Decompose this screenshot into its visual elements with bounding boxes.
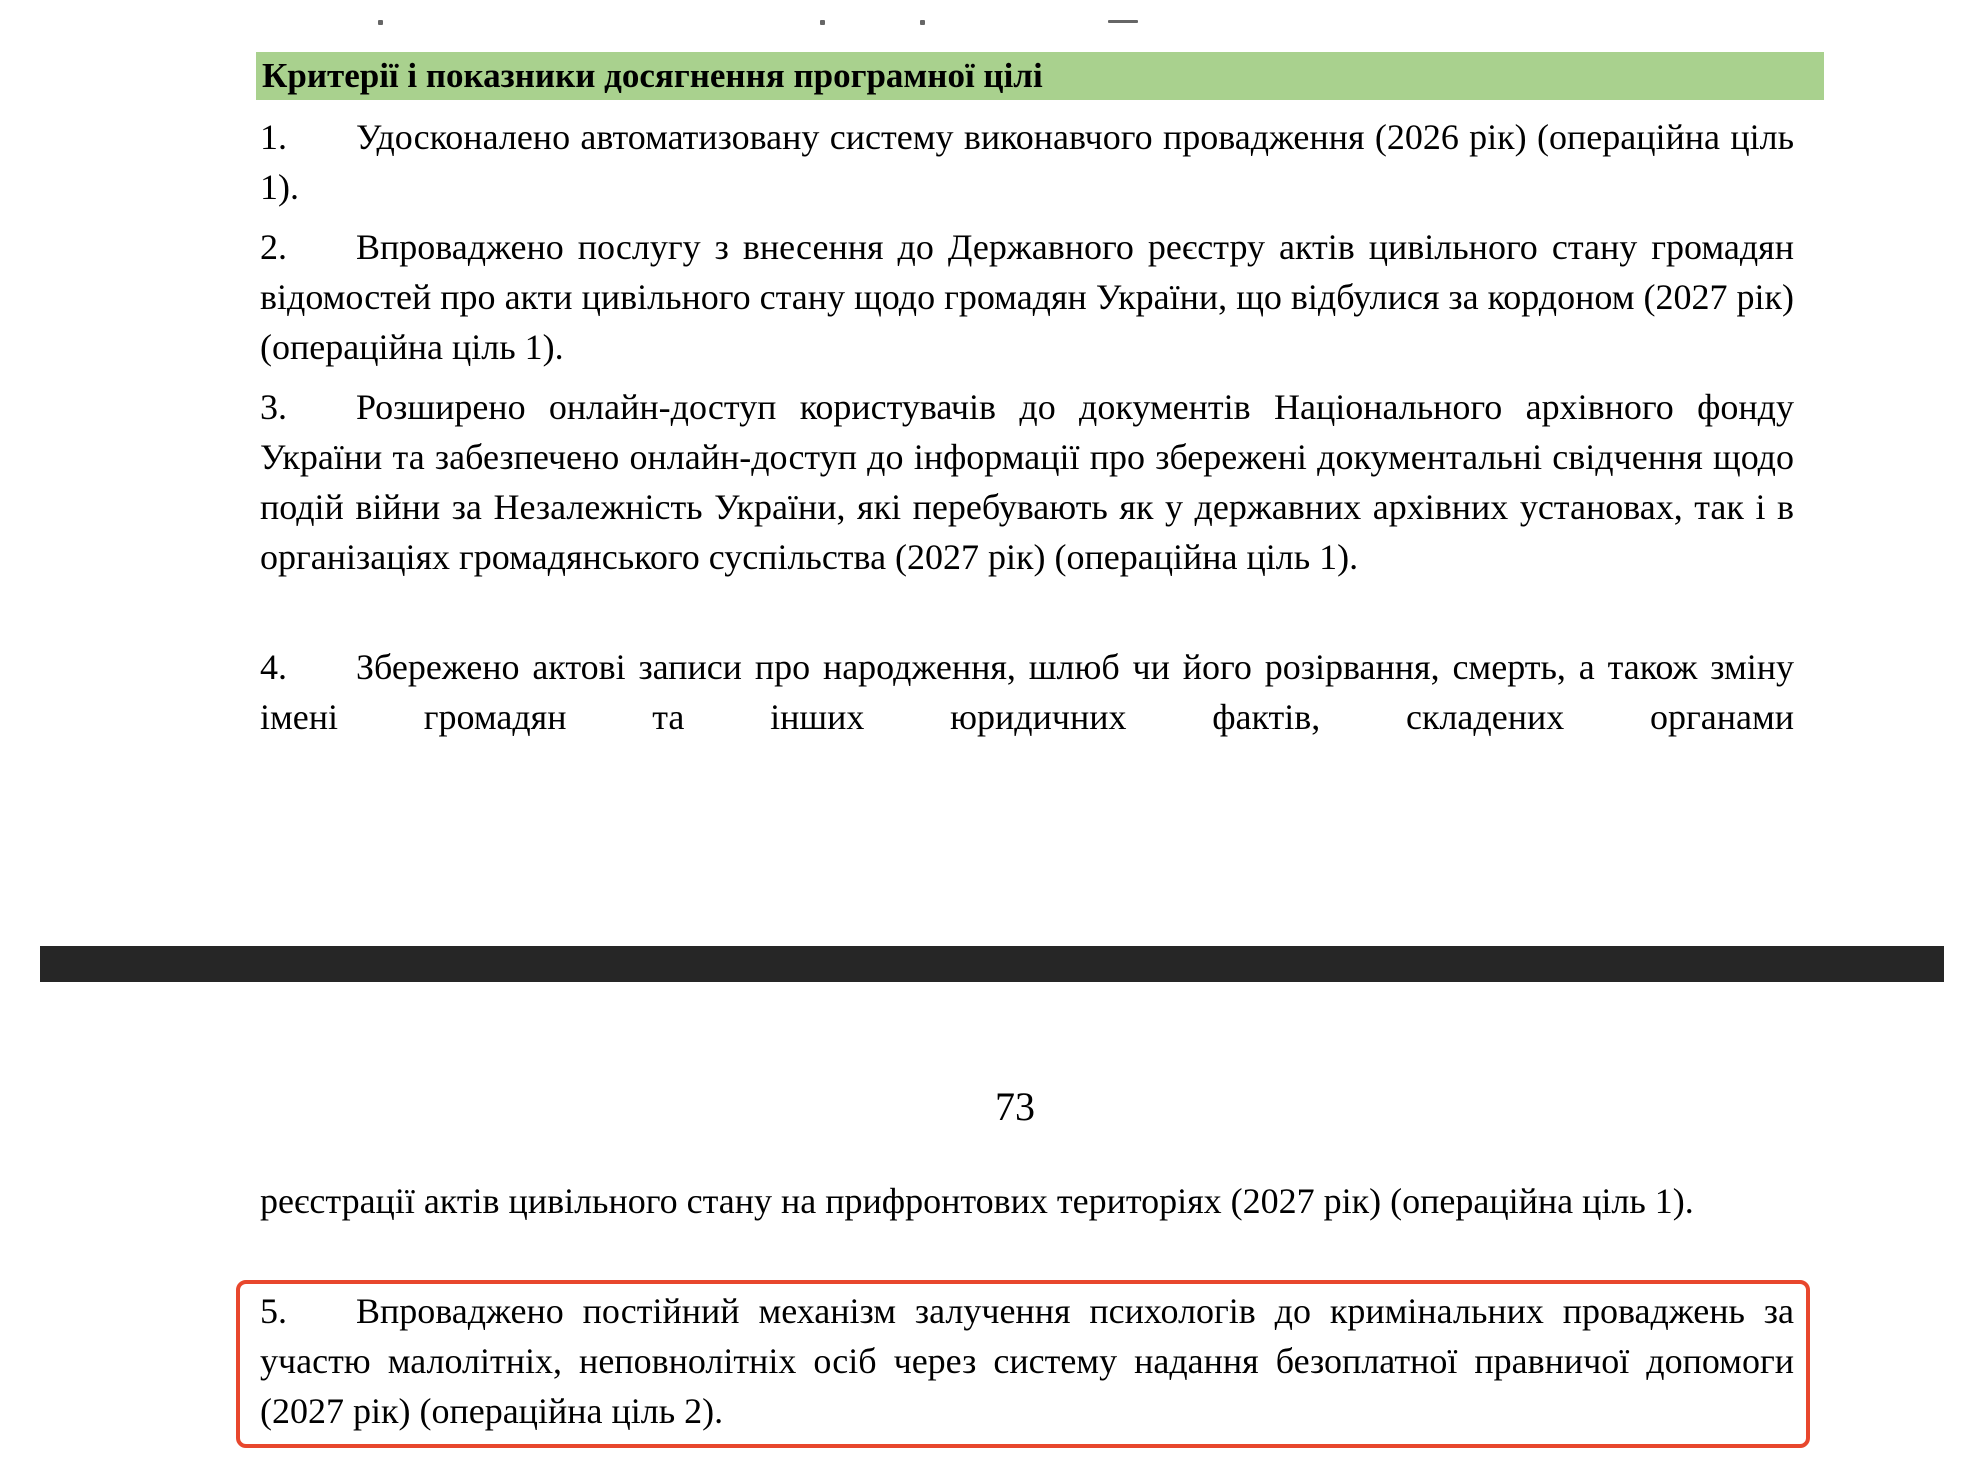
criteria-item-5 — [260, 1286, 1794, 1436]
item-number: 3. — [260, 387, 287, 427]
item-text: Впроваджено постійний механізм залучення психологів до кримінальних проваджень за участю малолітніх, неповнолітніх осіб через систему надання безоплатної правничої допомоги (2027 рік) (операційна ціль 2). — [260, 1291, 1794, 1431]
criteria-item-1 — [260, 112, 1794, 212]
item-text: Впроваджено послугу з внесення до Державного реєстру актів цивільного стану громадян відомостей про акти цивільного стану щодо громадян України, що відбулися за кордоном (2027 рік) (операційна ціль 1). — [260, 227, 1794, 367]
criteria-item-4 — [260, 642, 1794, 742]
item-number: 4. — [260, 647, 287, 687]
item-number: 5. — [260, 1291, 287, 1331]
page-number: 73 — [995, 1084, 1035, 1129]
page-divider — [40, 946, 1944, 982]
criteria-item-2 — [260, 222, 1794, 372]
item-number: 2. — [260, 227, 287, 267]
criteria-item-3 — [260, 382, 1794, 582]
item-text: Розширено онлайн-доступ користувачів до документів Національного архівного фонду України та забезпечено онлайн-доступ до інформації про збережені документальні свідчення щодо подій війни за Незалежність України, які перебувають як у державних архівних установах, так і в організаціях громадянського суспільства (2027 рік) (операційна ціль 1). — [260, 387, 1794, 577]
cropped-previous-text — [260, 14, 1800, 30]
item-number: 1. — [260, 117, 287, 157]
item-text: Збережено актові записи про народження, шлюб чи його розірвання, смерть, а також зміну імені громадян та інших юридичних фактів, складених органами — [260, 647, 1794, 737]
item-4-continuation: реєстрації актів цивільного стану на прифронтових територіях (2027 рік) (операційна ціль 1). — [260, 1181, 1694, 1221]
item-text: Удосконалено автоматизовану систему виконавчого провадження (2026 рік) (операційна ціль 1). — [260, 117, 1794, 207]
section-heading: Критерії і показники досягнення програмної цілі — [256, 52, 1824, 100]
